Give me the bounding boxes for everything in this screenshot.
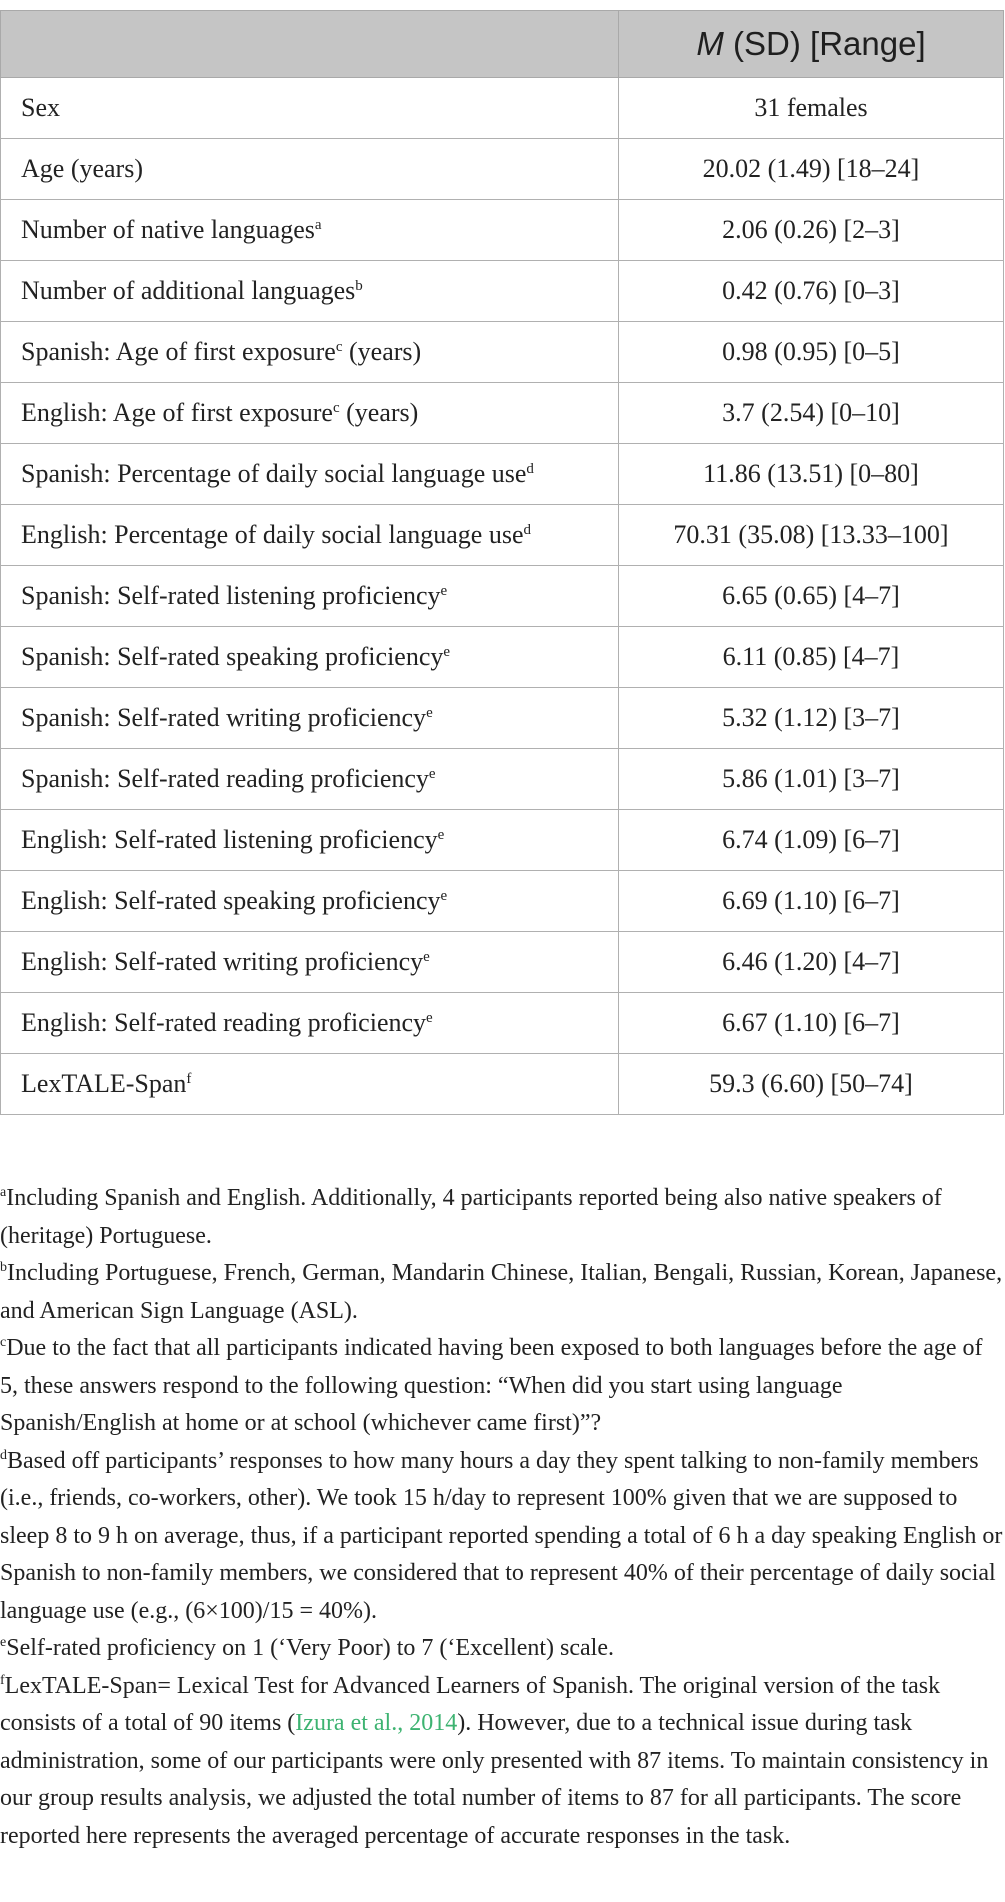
row-label: Sex (21, 93, 60, 122)
row-label: Spanish: Age of first exposure (21, 337, 336, 366)
row-label: Spanish: Percentage of daily social language use (21, 459, 527, 488)
footnote-text: Due to the fact that all participants indicated having been exposed to both languages before the age of 5, these answers respond to the following question: “When did you start using language Spanish/English at home or at school (whichever came first)”? (0, 1335, 983, 1436)
footnote-text: LexTALE-Span= Lexical Test for Advanced Learners of Spanish. The original version of the task consists of a total of 90 items ( (0, 1672, 941, 1736)
footnote-marker: e (426, 1010, 433, 1026)
row-value: 0.42 (0.76) [0–3] (619, 261, 1004, 322)
table-row (1, 261, 1004, 322)
table-row (1, 322, 1004, 383)
table-row (1, 688, 1004, 749)
footnote-text: Including Portuguese, French, German, Mandarin Chinese, Italian, Bengali, Russian, Korean, Japanese, and American Sign Language (ASL). (0, 1260, 1003, 1324)
footnote-a (0, 1180, 1003, 1255)
footnote-text: ). However, due to a technical issue during task administration, some of our participants were only presented with 87 items. To maintain consistency in our group results analysis, we adjusted the total number of items to 87 for all participants. The score reported here represents the averaged percentage of accurate responses in the task. (0, 1710, 989, 1849)
row-value: 6.46 (1.20) [4–7] (619, 932, 1004, 993)
row-label: English: Percentage of daily social language use (21, 520, 524, 549)
header-cell-label (1, 11, 619, 78)
footnote-marker: e (423, 949, 430, 965)
table-row (1, 444, 1004, 505)
row-label: English: Self-rated speaking proficiency (21, 886, 441, 915)
footnote-marker: d (526, 461, 534, 477)
footnote-marker: b (355, 278, 363, 294)
row-label: Age (years) (21, 154, 143, 183)
footnote-marker: e (426, 705, 433, 721)
row-label-cell (1, 444, 619, 505)
row-label-cell (1, 200, 619, 261)
footnote-b (0, 1255, 1003, 1330)
table-row (1, 505, 1004, 566)
row-label: English: Age of first exposure (21, 398, 333, 427)
footnote-marker: d (523, 522, 532, 538)
table-row (1, 627, 1004, 688)
row-value: 5.86 (1.01) [3–7] (619, 749, 1004, 810)
table-row (1, 1054, 1004, 1115)
footnote-marker: f (186, 1071, 192, 1087)
footnote-marker: a (314, 217, 322, 233)
footnote-text: Based off participants’ responses to how many hours a day they spent talking to non-family members (i.e., friends, co-workers, other). We took 15 h/day to represent 100% given that we are supposed to sleep 8 to 9 h on average, thus, if a participant reported spending a total of 6 h a day speaking English or Spanish to non-family members, we considered that to represent 40% of their percentage of daily social language use (e.g., (6×100)/15 = 40%). (0, 1447, 1003, 1624)
row-value: 6.11 (0.85) [4–7] (619, 627, 1004, 688)
demographics-table-container (0, 10, 1003, 1115)
row-value: 2.06 (0.26) [2–3] (619, 200, 1004, 261)
row-value: 6.74 (1.09) [6–7] (619, 810, 1004, 871)
row-value: 59.3 (6.60) [50–74] (619, 1054, 1004, 1115)
footnote-d (0, 1443, 1003, 1631)
header-cell-stats (619, 11, 1004, 78)
row-value: 0.98 (0.95) [0–5] (619, 322, 1004, 383)
row-label-cell (1, 627, 619, 688)
row-label-cell (1, 749, 619, 810)
row-label-suffix: (years) (339, 398, 419, 427)
table-row (1, 871, 1004, 932)
citation-link[interactable]: Izura et al., 2014 (295, 1710, 458, 1736)
row-value: 70.31 (35.08) [13.33–100] (619, 505, 1004, 566)
footnote-marker: e (440, 888, 448, 904)
row-label-cell (1, 139, 619, 200)
footnote-f (0, 1668, 1003, 1856)
row-value: 3.7 (2.54) [0–10] (619, 383, 1004, 444)
table-row (1, 749, 1004, 810)
row-label-cell (1, 688, 619, 749)
row-label: Number of additional languages (21, 276, 356, 305)
footnote-mark: c (0, 1335, 7, 1350)
table-row (1, 932, 1004, 993)
table-footnotes (0, 1180, 1003, 1855)
footnote-mark: b (0, 1260, 7, 1275)
row-label-cell (1, 383, 619, 444)
row-label-suffix: (years) (342, 337, 422, 366)
footnote-e (0, 1630, 1003, 1668)
table-row (1, 810, 1004, 871)
footnote-marker: e (440, 583, 448, 599)
footnote-text: Self-rated proficiency on 1 (‘Very Poor) to 7 (‘Excellent) scale. (6, 1635, 614, 1661)
footnote-marker: c (332, 400, 340, 416)
row-label-cell (1, 505, 619, 566)
row-label-cell (1, 78, 619, 139)
footnote-mark: a (0, 1185, 7, 1200)
row-value: 6.67 (1.10) [6–7] (619, 993, 1004, 1054)
row-label: Spanish: Self-rated writing proficiency (21, 703, 427, 732)
row-value: 6.69 (1.10) [6–7] (619, 871, 1004, 932)
footnote-marker: c (335, 339, 343, 355)
table-row (1, 566, 1004, 627)
row-value: 31 females (619, 78, 1004, 139)
row-label: Spanish: Self-rated reading proficiency (21, 764, 429, 793)
table-row (1, 993, 1004, 1054)
row-label: English: Self-rated reading proficiency (21, 1008, 427, 1037)
footnote-marker: e (437, 827, 445, 843)
header-mean-symbol: M (696, 25, 724, 62)
row-label-cell (1, 993, 619, 1054)
row-label: English: Self-rated listening proficiency (21, 825, 438, 854)
row-value: 20.02 (1.49) [18–24] (619, 139, 1004, 200)
footnote-mark: e (0, 1635, 7, 1650)
footnote-text: Including Spanish and English. Additionally, 4 participants reported being also native speakers of (heritage) Portuguese. (0, 1185, 942, 1249)
table-row (1, 78, 1004, 139)
footnote-c (0, 1330, 1003, 1443)
row-label: Number of native languages (21, 215, 315, 244)
row-label-cell (1, 932, 619, 993)
row-label-cell (1, 566, 619, 627)
footnote-mark: f (0, 1672, 5, 1688)
row-label-cell (1, 1054, 619, 1115)
table-row (1, 383, 1004, 444)
demographics-table (0, 10, 1004, 1115)
row-label: Spanish: Self-rated listening proficiency (21, 581, 441, 610)
row-label: English: Self-rated writing proficiency (21, 947, 424, 976)
table-row (1, 200, 1004, 261)
row-value: 5.32 (1.12) [3–7] (619, 688, 1004, 749)
row-label: LexTALE-Span (21, 1069, 187, 1098)
header-stats-label: (SD) [Range] (723, 25, 926, 62)
footnote-marker: e (443, 644, 451, 660)
row-label-cell (1, 810, 619, 871)
row-label-cell (1, 322, 619, 383)
table-header-row (1, 11, 1004, 78)
row-label-cell (1, 871, 619, 932)
row-value: 11.86 (13.51) [0–80] (619, 444, 1004, 505)
footnote-mark: d (0, 1447, 7, 1463)
row-label: Spanish: Self-rated speaking proficiency (21, 642, 444, 671)
row-value: 6.65 (0.65) [4–7] (619, 566, 1004, 627)
table-row (1, 139, 1004, 200)
table-body (1, 78, 1004, 1115)
footnote-marker: e (428, 766, 436, 782)
row-label-cell (1, 261, 619, 322)
